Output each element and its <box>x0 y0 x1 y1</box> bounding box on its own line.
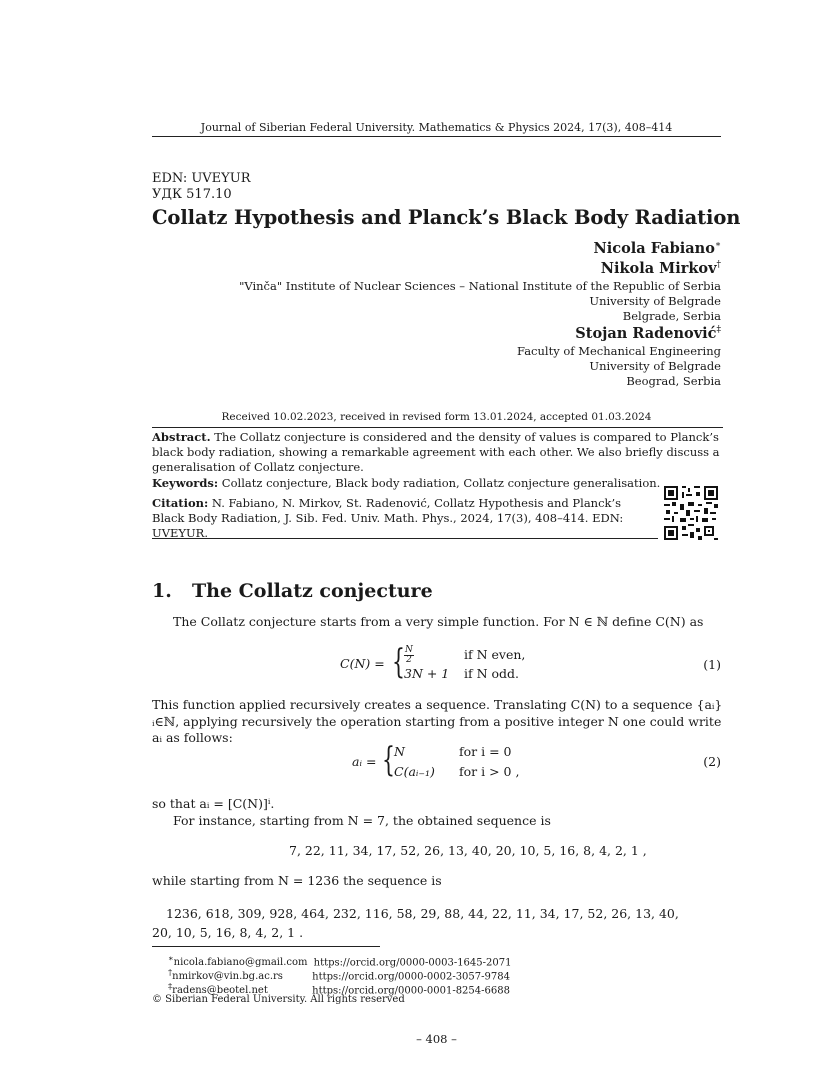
eq2-case2-expr: C(aᵢ₋₁) <box>394 764 435 779</box>
author-1: Nicola Fabiano∗ <box>593 240 721 257</box>
page-number: – 408 – <box>416 1032 457 1046</box>
section-heading: 1. The Collatz conjecture <box>152 580 433 602</box>
para-sequence: This function applied recursively creates a sequence. Translating C(N) to a sequence {aᵢ}ᵢ∈ℕ, applying recursively the operation starting from a positive integer N one could write aᵢ as follows: <box>152 697 723 745</box>
meta-block <box>152 171 251 203</box>
keywords: Keywords: Collatz conjecture, Black body radiation, Collatz conjecture generalisation. <box>152 476 661 490</box>
sequence-1236-line1: 1236, 618, 309, 928, 464, 232, 116, 58, 29, 88, 44, 22, 11, 34, 17, 52, 26, 13, 40, <box>166 906 679 921</box>
eq1-lhs: C(N) = <box>340 656 385 671</box>
eq1-case1-cond: if N even, <box>464 647 526 662</box>
received-dates: Received 10.02.2023, received in revised form 13.01.2024, accepted 01.03.2024 <box>221 411 652 423</box>
udk-label: УДК 517.10 <box>152 187 232 202</box>
eq1-fraction: $\frac{N}{2}$ <box>405 645 413 665</box>
footnote-2: †nmirkov@vin.bg.ac.rs https://orcid.org/0000-0002-3057-9784 <box>168 967 510 983</box>
sequence-7: 7, 22, 11, 34, 17, 52, 26, 13, 40, 20, 10, 5, 16, 8, 4, 2, 1 , <box>289 843 647 858</box>
eq2-case1-cond: for i = 0 <box>459 744 512 759</box>
abstract: Abstract. The Collatz conjecture is considered and the density of values is compared to Planck’s black body radiation, showing a remarkable agreement with each other. We also briefly discuss a generalisation of Collatz conjecture. <box>152 430 720 474</box>
citation: Citation: N. Fabiano, N. Mirkov, St. Radenović, Collatz Hypothesis and Planck’s Black Body Radiation, J. Sib. Fed. Univ. Math. Phys., 2024, 17(3), 408–414. EDN: UVEYUR. <box>152 496 624 540</box>
affiliation-3: Faculty of Mechanical Engineering University of Belgrade Beograd, Serbia <box>517 344 721 388</box>
section-intro: The Collatz conjecture starts from a very simple function. For N ∈ ℕ define C(N) as <box>173 614 704 629</box>
eq2-case2-cond: for i > 0 , <box>459 764 520 779</box>
footnote-rule <box>152 946 380 947</box>
equation-1 <box>340 643 570 685</box>
instance-line: For instance, starting from N = 7, the obtained sequence is <box>173 813 551 828</box>
eq1-case2-cond: if N odd. <box>464 666 520 681</box>
footnote-3: ‡radens@beotel.net https://orcid.org/0000-0001-8254-6688 <box>168 981 510 997</box>
paper-title: Collatz Hypothesis and Planck’s Black Body Radiation <box>152 206 741 229</box>
journal-header: Journal of Siberian Federal University. Mathematics & Physics 2024, 17(3), 408–414 <box>200 121 673 134</box>
edn-label: EDN: UVEYUR <box>152 171 251 186</box>
eq1-case2-expr: 3N + 1 <box>404 666 450 681</box>
abstract-rule-bottom <box>152 538 658 539</box>
footnote-1: ∗nicola.fabiano@gmail.com https://orcid.org/0000-0003-1645-2071 <box>168 953 512 969</box>
sequence-1236-line2: 20, 10, 5, 16, 8, 4, 2, 1 . <box>152 925 304 940</box>
equation-2 <box>352 741 582 783</box>
eq2-number: (2) <box>703 754 721 769</box>
copyright: © Siberian Federal University. All rights reserved <box>152 994 405 1005</box>
author-3: Stojan Radenović‡ <box>575 325 721 342</box>
eq2-lhs: aᵢ = <box>352 754 377 769</box>
while-line: while starting from N = 1236 the sequence is <box>152 873 442 888</box>
eq2-brace: { <box>382 740 395 780</box>
author-2: Nikola Mirkov† <box>600 260 721 277</box>
eq1-number: (1) <box>703 657 721 672</box>
header-rule <box>152 136 721 137</box>
qr-code-icon <box>664 486 718 540</box>
abstract-rule-top <box>152 427 723 428</box>
eq2-case1-expr: N <box>394 744 405 759</box>
eq1-brace: { <box>392 642 405 682</box>
so-that-line: so that aᵢ = [C(N)]ⁱ. <box>152 796 275 811</box>
affiliation-2: "Vinča" Institute of Nuclear Sciences – National Institute of the Republic of Serbia University of Belgrade Belgrade, Serbia <box>239 279 721 323</box>
